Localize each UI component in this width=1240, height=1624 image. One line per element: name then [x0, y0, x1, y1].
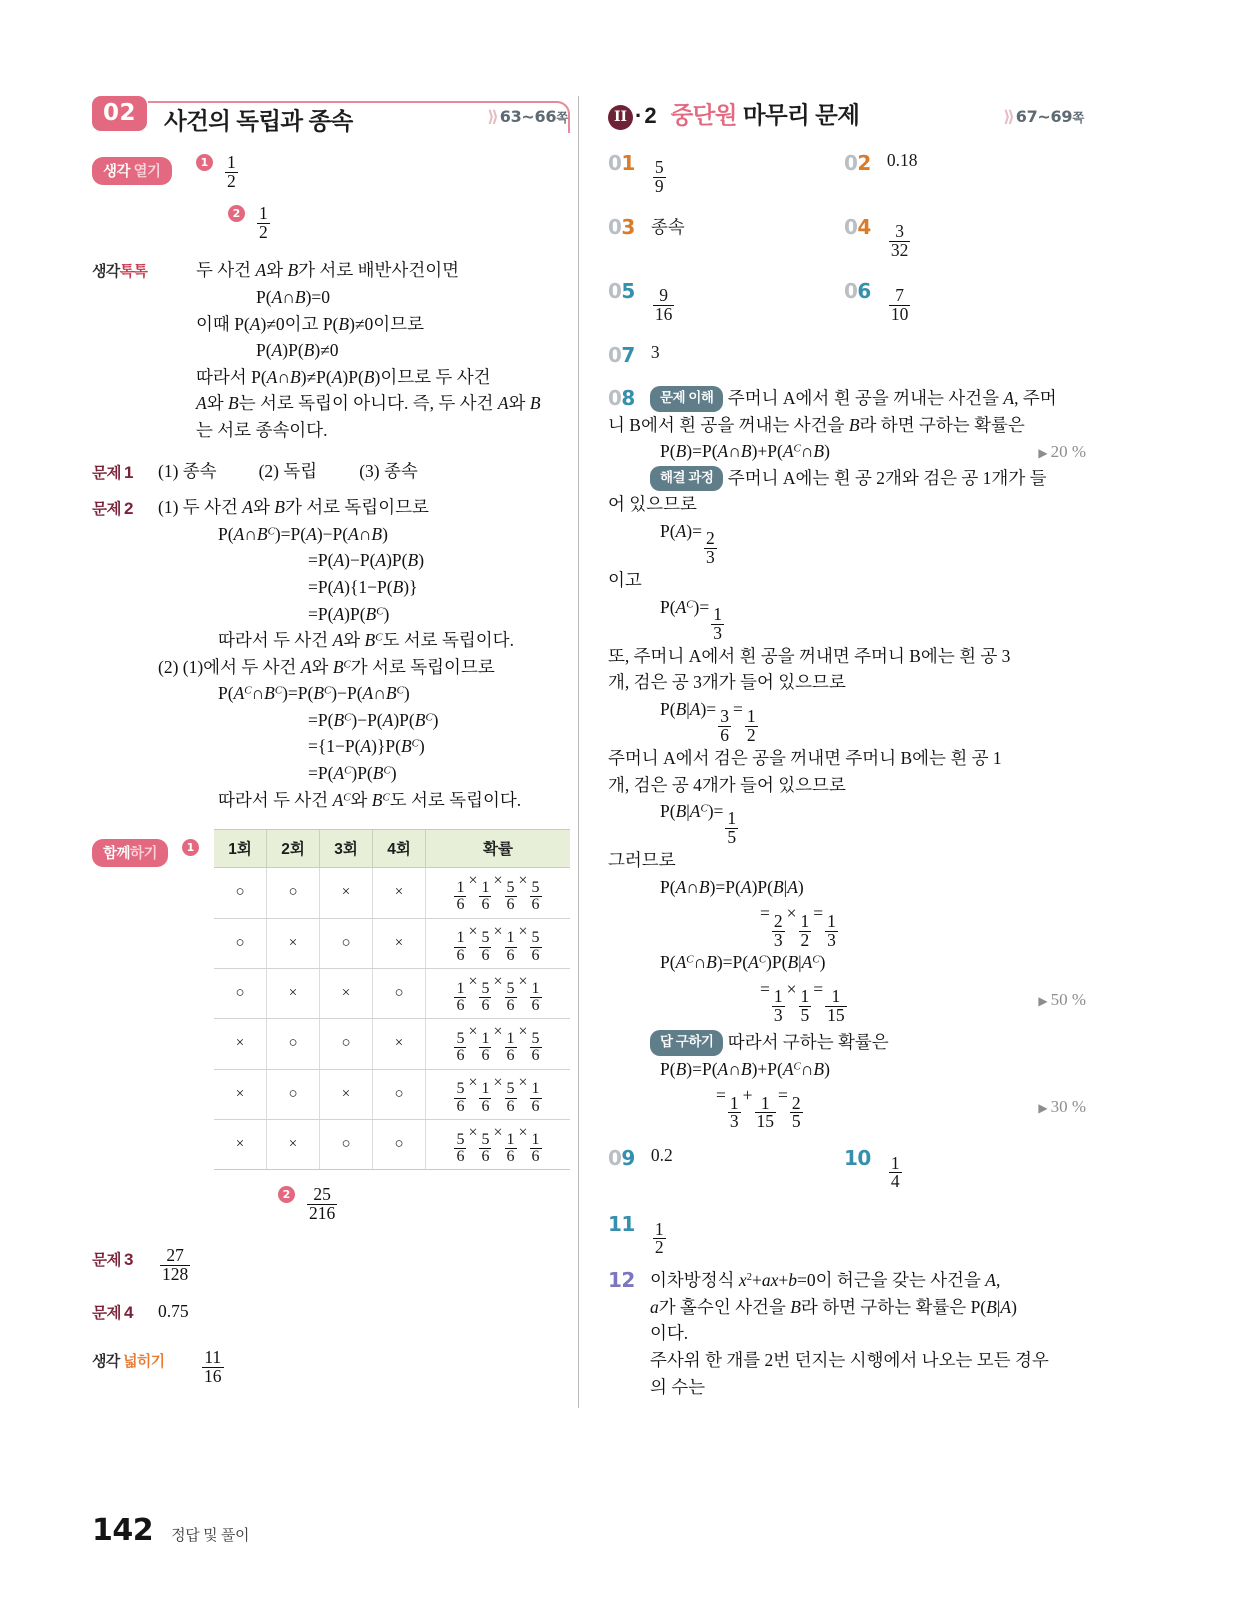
table-cell-mark: × [214, 1019, 267, 1069]
q08-eq9: = $\frac{1}{3}$ × $\frac{1}{5}$ = $\frac{1}{15}$ ▶ 50 % [760, 978, 1086, 1026]
answer-row [608, 1145, 1086, 1191]
q08-line: 문제 이해 주머니 A에서 흰 공을 꺼내는 사건을 A, 주머 [650, 385, 1086, 412]
table-cell-probability: $\frac{1}{6}$ × $\frac{5}{6}$ × $\frac{5}{6}$ × $\frac{1}{6}$ [426, 968, 571, 1018]
question-number-05: 05 [608, 279, 635, 304]
together-answer-2 [278, 1186, 570, 1223]
q08-line: 또, 주머니 A에서 흰 공을 꺼내면 주머니 B에는 흰 공 3 [608, 645, 1011, 666]
question-number-12: 12 [608, 1268, 635, 1293]
answer-item-11 [608, 1211, 844, 1257]
fraction: $\frac{1}{2}$ [654, 1218, 664, 1258]
problem-2-row [92, 494, 570, 813]
table-cell-mark: ○ [373, 968, 426, 1018]
page-caption: 정답 및 풀이 [171, 1527, 250, 1544]
answer-value-03: 종속 [650, 217, 685, 238]
answer-value-02: 0.18 [886, 150, 918, 170]
think-open-label: 생각 열기 [92, 157, 172, 185]
question-number-10: 10 [844, 1146, 871, 1171]
table-cell-mark: ○ [214, 968, 267, 1018]
fraction: $\frac{1}{6}$ [506, 1030, 515, 1065]
question-number-09: 09 [608, 1146, 635, 1171]
problem-4-label: 문제 4 [92, 1303, 133, 1323]
q08-eq4: P(B|A)= $\frac{3}{6}$ = $\frac{1}{2}$ [660, 698, 756, 746]
q08-eq2: P(A)= $\frac{2}{3}$ [660, 521, 715, 568]
table-cell-mark: × [214, 1119, 267, 1169]
problem-2-label: 문제 2 [92, 499, 133, 519]
problem-2-body [158, 494, 570, 813]
q12-line: a가 홀수인 사건을 B라 하면 구하는 확률은 P(B|A) [650, 1296, 1017, 1317]
answer-item-05 [608, 278, 844, 324]
table-cell-mark: × [214, 1069, 267, 1119]
page-reference: ⟫ 63~66쪽 [487, 107, 568, 126]
fraction: $\frac{1}{6}$ [456, 878, 465, 914]
think-talk-row [92, 257, 570, 443]
fraction: $\frac{7}{10}$ [890, 285, 909, 325]
q08-eq7: = $\frac{2}{3}$ × $\frac{1}{2}$ = $\frac{1}{3}$ [760, 903, 836, 950]
answer-item-03 [608, 214, 844, 260]
fraction: $\frac{1}{4}$ [890, 1152, 900, 1192]
table-cell-mark: ○ [373, 1119, 426, 1169]
badge-process: 해결 과정 [650, 466, 723, 492]
talk-line: 는 서로 종속이다. [196, 419, 328, 440]
question-12-body [650, 1267, 1086, 1400]
answer-value-10 [887, 1145, 904, 1191]
p2-line1: (1) 두 사건 A와 B가 서로 독립이므로 [158, 497, 429, 518]
table-cell-probability: $\frac{5}{6}$ × $\frac{1}{6}$ × $\frac{5}{6}$ × $\frac{1}{6}$ [426, 1069, 571, 1119]
fraction: $\frac{5}{6}$ [481, 979, 490, 1014]
answers-grid-1 [608, 150, 1086, 367]
left-column [92, 96, 570, 1393]
badge-understand: 문제 이해 [650, 386, 723, 412]
badge-answer: 답 구하기 [650, 1030, 723, 1056]
table-row [214, 918, 570, 968]
fraction: $\frac{1}{6}$ [481, 1080, 490, 1115]
answer-value-07: 3 [650, 342, 660, 363]
q08-line: 개, 검은 공 3개가 들어 있으므로 [608, 672, 846, 693]
arrows-icon: ⟫ [487, 107, 495, 126]
q08-eq5: $P(B|A^C)=$ $\frac{1}{5}$ [660, 801, 737, 848]
table-header-cell: 1회 [214, 830, 267, 868]
fraction: $\frac{5}{6}$ [481, 1130, 490, 1165]
score-mark: ▶ 50 % [1038, 990, 1086, 1010]
q08-line: 주머니 A에서 검은 공을 꺼내면 주머니 B에는 흰 공 1 [608, 747, 1002, 768]
fraction: $\frac{5}{6}$ [456, 1130, 465, 1165]
table-cell-mark: ○ [267, 868, 320, 918]
q08-line: 답 구하기 따라서 구하는 확률은 [650, 1029, 1086, 1056]
p2-eq2: $P(A^C\cap B^C)=P(B^C)-P(A\cap B^C)$ [218, 683, 410, 704]
fraction: $\frac{1}{6}$ [481, 1030, 490, 1065]
q08-line: 개, 검은 공 4개가 들어 있으므로 [608, 774, 846, 795]
q08-line: 어 있으므로 [608, 494, 697, 515]
together-label: 함께하기 [92, 839, 168, 867]
fraction: $\frac{1}{2}$ [227, 152, 236, 191]
section-header-02 [92, 96, 570, 142]
q12-line: 이차방정식 $x^2+ax+b=0$이 허근을 갖는 사건을 A, [650, 1270, 1001, 1291]
answer-item-02 [844, 150, 1080, 196]
fraction: $\frac{1}{6}$ [506, 929, 515, 964]
think-talk-label: 생각톡톡 [92, 263, 148, 281]
fraction: $\frac{1}{6}$ [531, 979, 540, 1014]
fraction: $\frac{1}{6}$ [481, 878, 490, 914]
table-cell-mark: × [320, 968, 373, 1018]
question-08 [608, 385, 1086, 1131]
right-column [608, 96, 1086, 1400]
p2-eq1: $P(A\cap B^C)=P(A)-P(A\cap B)$ [218, 523, 388, 544]
q08-line: 해결 과정 주머니 A에는 흰 공 2개와 검은 공 1개가 들 [650, 465, 1086, 492]
question-number-03: 03 [608, 215, 635, 240]
table-cell-probability: $\frac{1}{6}$ × $\frac{5}{6}$ × $\frac{1}{6}$ × $\frac{5}{6}$ [426, 918, 571, 968]
talk-equation: P(A)P(B)≠0 [256, 340, 339, 361]
q08-eq10: $P(B)=P(A\cap B)+P(A^C\cap B)$ [660, 1058, 830, 1079]
table-cell-mark: × [267, 1119, 320, 1169]
roman-numeral-badge: II [608, 105, 633, 130]
answer-value-09: 0.2 [650, 1145, 673, 1166]
fraction: $\frac{5}{6}$ [506, 878, 515, 914]
answer-item: (3) 종속 [359, 460, 418, 481]
table-cell-mark: × [373, 1019, 426, 1069]
column-divider [578, 96, 579, 1408]
table-row [214, 1119, 570, 1169]
question-number-01: 01 [608, 151, 635, 175]
answer-row [608, 1211, 1086, 1257]
fraction: $\frac{3}{32}$ [890, 221, 909, 261]
p2-eq2-step: $=\{1-P(A)\}P(B^C)$ [308, 736, 425, 757]
answer-item-04 [844, 214, 1080, 260]
fraction: $\frac{27}{128}$ [162, 1245, 189, 1285]
think-widen-label: 생각 넓히기 [92, 1352, 165, 1370]
fraction: $\frac{5}{6}$ [481, 929, 490, 964]
answer-row [608, 150, 1086, 196]
answer-item: (2) 독립 [258, 460, 318, 481]
fraction: $\frac{1}{6}$ [506, 1130, 515, 1165]
fraction: $\frac{5}{6}$ [456, 1030, 465, 1065]
page-number: 142 [92, 1513, 154, 1548]
fraction: $\frac{1}{2}$ [259, 202, 268, 242]
q12-line: 주사위 한 개를 2번 던지는 시행에서 나오는 모든 경우 [650, 1350, 1049, 1371]
table-cell-mark: × [267, 918, 320, 968]
score-mark: ▶ 20 % [1038, 441, 1086, 461]
fraction: $\frac{9}{16}$ [654, 285, 673, 325]
q08-line: 그러므로 [608, 850, 676, 871]
table-header-cell: 2회 [267, 830, 320, 868]
table-cell-probability: $\frac{1}{6}$ × $\frac{1}{6}$ × $\frac{5}{6}$ × $\frac{5}{6}$ [426, 868, 571, 918]
answer-item: (1) 종속 [158, 460, 217, 481]
answer-item-06 [844, 278, 1080, 324]
page-footer [92, 1513, 249, 1548]
answer-value-05 [651, 278, 677, 324]
q08-eq11: = $\frac{1}{3}$ + $\frac{1}{15}$ = $\frac{2}{5}$ ▶ 30 % [716, 1085, 1086, 1132]
table-cell-mark: × [373, 868, 426, 918]
fraction: $\frac{5}{6}$ [531, 929, 540, 964]
answer-item-10 [844, 1145, 1080, 1191]
fraction: $\frac{1}{6}$ [531, 1080, 540, 1115]
fraction: $\frac{5}{6}$ [531, 878, 540, 914]
q08-line: 이고 [608, 570, 642, 591]
section-title: 사건의 독립과 종속 [164, 108, 353, 134]
unit-number: 2 [644, 103, 657, 128]
open-answer-2 [228, 202, 570, 242]
p2-line2: (2) (1)에서 두 사건 A와 $B^C$가 서로 독립이므로 [158, 656, 495, 677]
question-number-07: 07 [608, 343, 635, 368]
page-reference: ⟫ 67~69쪽 [1003, 107, 1084, 126]
answer-row [608, 342, 1086, 367]
problem-3-row [92, 1241, 570, 1284]
talk-line: 따라서 P(A∩B)≠P(A)P(B)이므로 두 사건 [196, 366, 491, 387]
section-title-pink: 중단원 [670, 102, 737, 128]
table-cell-mark: ○ [320, 1119, 373, 1169]
circle-number-2: 2 [278, 1186, 295, 1203]
q08-eq8: $P(A^C\cap B)=P(A^C)P(B|A^C)$ [660, 952, 826, 973]
p2-eq1-step: =P(A){1−P(B)} [308, 576, 418, 597]
table-cell-mark: ○ [267, 1069, 320, 1119]
talk-line: A와 B는 서로 독립이 아니다. 즉, 두 사건 A와 B [196, 393, 541, 414]
answer-value-06 [887, 278, 913, 324]
p2-eq2-step: $=P(B^C)-P(A)P(B^C)$ [308, 709, 439, 730]
p2-eq1-step: =P(A)−P(A)P(B) [308, 550, 425, 571]
think-open-row [92, 154, 570, 241]
section-badge: 02 [92, 96, 147, 131]
table-header-cell: 4회 [373, 830, 426, 868]
problem-3-label: 문제 3 [92, 1250, 133, 1269]
problem-3-answer [158, 1241, 570, 1284]
answer-row [608, 214, 1086, 260]
problem-1-label: 문제 1 [92, 462, 133, 482]
section-header-mid-unit [608, 96, 1086, 136]
fraction: $\frac{1}{6}$ [456, 929, 465, 964]
question-number-02: 02 [844, 151, 871, 175]
fraction: $\frac{11}{16}$ [204, 1346, 222, 1386]
fraction: $\frac{5}{6}$ [456, 1080, 465, 1115]
table-header-cell: 3회 [320, 830, 373, 868]
q12-line: 이다. [650, 1323, 689, 1344]
together-marker-1: 1 [182, 829, 214, 858]
fraction: $\frac{5}{9}$ [654, 157, 664, 197]
question-number-04: 04 [844, 215, 871, 240]
table-cell-mark: ○ [373, 1069, 426, 1119]
probability-table [214, 829, 570, 1170]
table-cell-mark: ○ [320, 918, 373, 968]
table-cell-probability: $\frac{5}{6}$ × $\frac{5}{6}$ × $\frac{1}{6}$ × $\frac{1}{6}$ [426, 1119, 571, 1169]
think-widen-row [92, 1343, 570, 1386]
arrows-icon: ⟫ [1003, 107, 1011, 126]
think-open-answers [196, 154, 570, 241]
table-cell-mark: × [373, 918, 426, 968]
table-row [214, 968, 570, 1018]
table-cell-mark: ○ [267, 1019, 320, 1069]
circle-number-1: 1 [196, 154, 213, 171]
table-row [214, 1019, 570, 1069]
probability-table-wrap [214, 829, 570, 1170]
q08-eq1: $P(B)=P(A\cap B)+P(A^C\cap B)$ ▶ 20 % [608, 438, 1086, 465]
think-widen-answer [200, 1343, 570, 1386]
table-row [214, 868, 570, 918]
open-answer-1 [196, 154, 570, 191]
fraction: $\frac{5}{6}$ [506, 1080, 515, 1115]
section-title-black: 마무리 문제 [742, 102, 860, 128]
answer-item-07 [608, 342, 844, 367]
fraction: $\frac{25}{216}$ [309, 1184, 336, 1224]
together-row [92, 829, 570, 1170]
p2-eq1-step: $=P(A)P(B^C)$ [308, 603, 390, 624]
problem-4-row [92, 1298, 570, 1325]
q12-line: 의 수는 [650, 1376, 706, 1397]
p2-concl2: 따라서 두 사건 $A^C$와 $B^C$도 서로 독립이다. [218, 789, 522, 810]
unit-dot: · [635, 103, 643, 128]
table-cell-mark: ○ [214, 918, 267, 968]
table-cell-mark: × [267, 968, 320, 1018]
table-cell-mark: ○ [214, 868, 267, 918]
table-cell-probability: $\frac{5}{6}$ × $\frac{1}{6}$ × $\frac{1}{6}$ × $\frac{5}{6}$ [426, 1019, 571, 1069]
question-number-06: 06 [844, 279, 871, 304]
table-header-cell: 확률 [426, 830, 571, 868]
talk-line: 이때 P(A)≠0이고 P(B)≠0이므로 [196, 313, 424, 334]
table-row [214, 1069, 570, 1119]
p2-eq2-step: $=P(A^C)P(B^C)$ [308, 763, 397, 784]
fraction: $\frac{5}{6}$ [531, 1030, 540, 1065]
talk-line: 두 사건 A와 B가 서로 배반사건이면 [196, 260, 460, 281]
fraction: $\frac{1}{6}$ [531, 1130, 540, 1165]
problem-1-row [92, 458, 570, 485]
fraction: $\frac{1}{6}$ [456, 979, 465, 1014]
fraction: $\frac{5}{6}$ [506, 979, 515, 1014]
question-12 [608, 1267, 1086, 1400]
table-cell-mark: ○ [320, 1019, 373, 1069]
think-talk-body [196, 257, 570, 443]
answer-item-09 [608, 1145, 844, 1191]
problem-1-answers [158, 458, 570, 485]
answer-value-04 [887, 214, 913, 260]
table-header-row [214, 830, 570, 868]
answer-value-11 [651, 1211, 668, 1257]
score-mark: ▶ 30 % [1038, 1096, 1086, 1116]
answers-grid-2 [608, 1145, 1086, 1257]
answer-row [608, 278, 1086, 324]
table-cell-mark: × [320, 868, 373, 918]
circle-number-2: 2 [228, 205, 245, 222]
problem-4-answer: 0.75 [158, 1301, 189, 1322]
question-number-11: 11 [608, 1212, 635, 1237]
q08-line: 니 B에서 흰 공을 꺼내는 사건을 B라 하면 구하는 확률은 [608, 414, 1025, 435]
table-cell-mark: × [320, 1069, 373, 1119]
q08-eq6: P(A∩B)=P(A)P(B|A) [660, 876, 804, 897]
answer-item-01 [608, 150, 844, 196]
talk-equation: P(A∩B)=0 [256, 286, 331, 307]
q08-eq3: $P(A^C)=$ $\frac{1}{3}$ [660, 596, 722, 643]
p2-concl1: 따라서 두 사건 A와 $B^C$도 서로 독립이다. [218, 630, 514, 651]
answer-value-01 [651, 150, 668, 196]
question-number-08: 08 [608, 386, 635, 411]
